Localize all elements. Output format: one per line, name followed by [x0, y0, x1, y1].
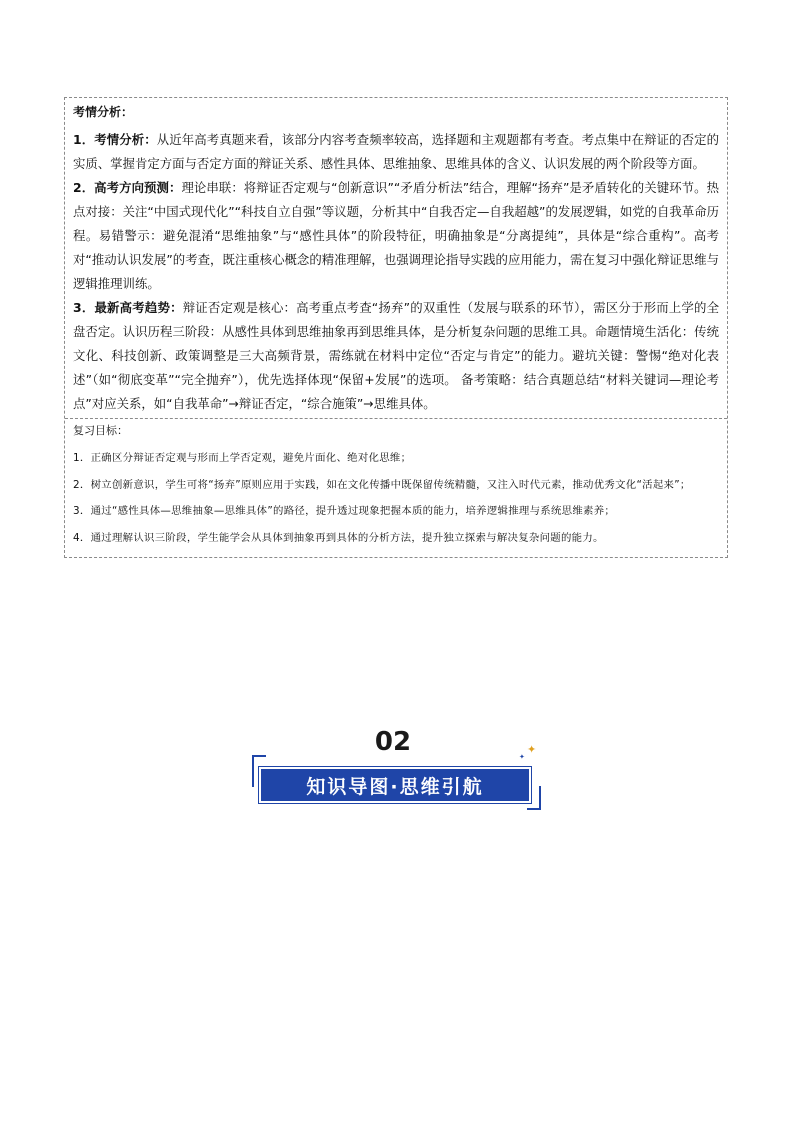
exam-analysis-cell	[65, 98, 727, 419]
section-number: 02	[374, 727, 412, 757]
goal-item-3: 3．通过“感性具体—思维抽象—思维具体”的路径，提升透过现象把握本质的能力，培养逻辑推理与系统思维素养；	[73, 505, 616, 517]
goal-item-4: 4．通过理解认识三阶段，学生能学会从具体到抽象再到具体的分析方法，提升独立探索与解决复杂问题的能力。	[73, 531, 604, 544]
section-banner-label: 知识导图·思维引航	[306, 775, 484, 798]
item-number: 2．	[73, 180, 95, 195]
sparkle-icon: ✦	[519, 753, 525, 761]
review-goals-title: 复习目标：	[73, 424, 128, 437]
item-text: 从近年高考真题来看，该部分内容考查频率较高，选择题和主观题都有考查。考点集中在辩证的否定的实质、掌握肯定方面与否定方面的辩证关系、感性具体、思维抽象、思维具体的含义、认识发展的两个阶段等方面。	[73, 132, 720, 171]
exam-analysis-title: 考情分析：	[73, 105, 134, 119]
review-goals-cell	[65, 419, 727, 557]
goal-item-2: 2．树立创新意识，学生可将“扬弃”原则应用于实践，如在文化传播中既保留传统精髓，又注入时代元素，推动优秀文化“活起来”；	[73, 478, 691, 491]
item-text: 理论串联：将辩证否定观与“创新意识”“矛盾分析法”结合，理解“扬弃”是矛盾转化的关键环节。热点对接：关注“中国式现代化”“科技自立自强”等议题，分析其中“自我否定—自我超越”的发展逻辑，如党的自我革命历程。易错警示：避免混淆“思维抽象”与“感性具体”的阶段特征，明确抽象是“分离提纯”，具体是“综合重构”。高考对“推动认识发展”的考查，既注重核心概念的精准理解，也强调理论指导实践的应用能力，需在复习中强化辩证思维与逻辑推理训练。	[73, 180, 720, 291]
item-text: 辩证否定观是核心：高考重点考查“扬弃”的双重性（发展与联系的环节），需区分于形而上学的全盘否定。认识历程三阶段：从感性具体到思维抽象再到思维具体，是分析复杂问题的思维工具。命题情境生活化：传统文化、科技创新、政策调整是三大高频背景，需练就在材料中定位“否定与肯定”的能力。避坑关键：警惕“绝对化表述”（如“彻底变革”“完全抛弃”），优先选择体现“保留+发展”的选项。 备考策略：结合真题总结“材料关键词—理论考点”对应关系，如“自我革命”→辩证否定，“综合施策”→思维具体。	[73, 300, 720, 411]
exam-analysis-table	[64, 97, 728, 558]
analysis-item-3	[73, 296, 719, 416]
analysis-item-1	[73, 128, 719, 176]
item-lead: 考情分析：	[94, 132, 157, 147]
analysis-item-2	[73, 176, 719, 296]
item-lead: 最新高考趋势：	[94, 300, 183, 315]
sparkle-icon: ✦	[527, 743, 537, 756]
item-number: 3．	[73, 300, 95, 315]
item-number: 1．	[73, 132, 95, 147]
section-banner	[259, 767, 531, 803]
goal-item-1: 1．正确区分辩证否定观与形而上学否定观，避免片面化、绝对化思维；	[73, 452, 412, 464]
item-lead: 高考方向预测：	[94, 180, 182, 195]
